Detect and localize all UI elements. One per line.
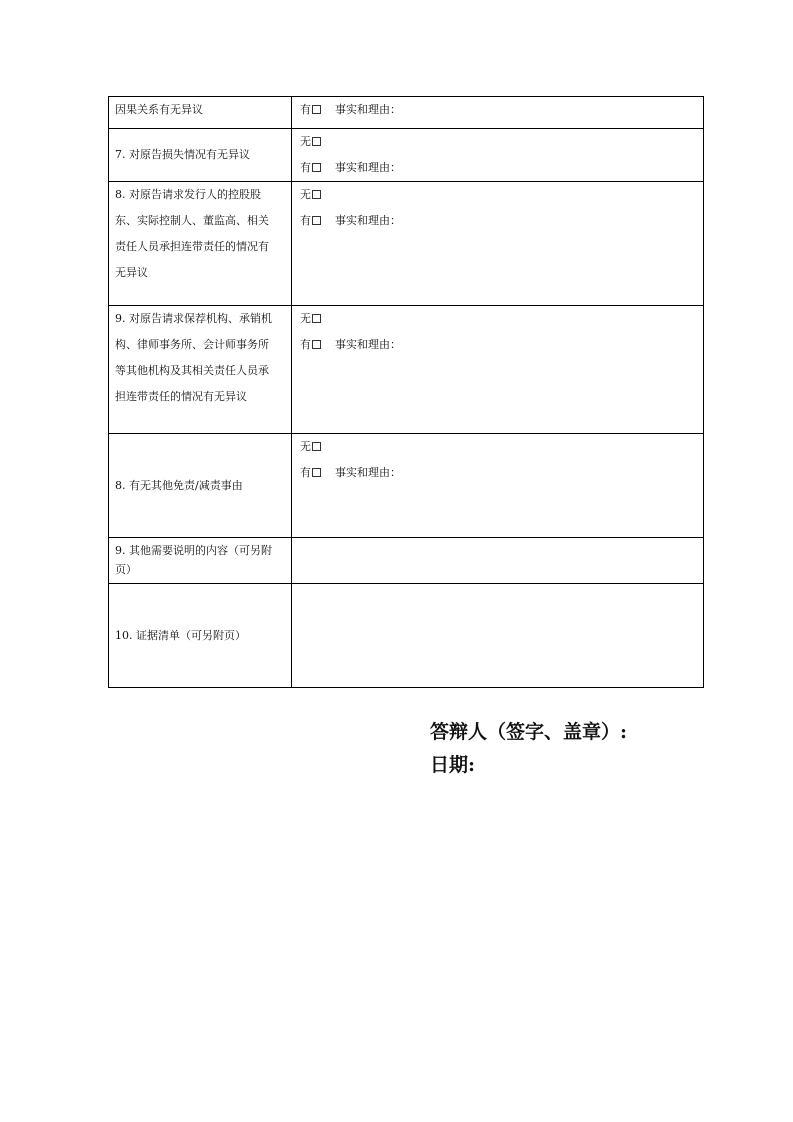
option-yes-label: 有 — [300, 466, 311, 479]
option-no-label: 无 — [300, 188, 311, 201]
reason-label: 事实和理由： — [335, 466, 401, 479]
checkbox-no[interactable] — [312, 442, 321, 451]
table-row — [109, 97, 704, 129]
row-label: 7. 对原告损失情况有无异议 — [109, 129, 292, 182]
row-label: 10. 证据清单（可另附页） — [109, 584, 292, 688]
option-no-label: 无 — [300, 440, 311, 453]
checkbox-yes[interactable] — [312, 163, 321, 172]
table-row — [109, 306, 704, 434]
table-row — [109, 129, 704, 182]
signature-block — [430, 716, 627, 782]
table-row — [109, 584, 704, 688]
answer-cell[interactable] — [292, 434, 704, 538]
respondent-signature-label: 答辩人（签字、盖章）: — [430, 721, 628, 743]
option-yes-label: 有 — [300, 338, 311, 351]
row-label: 8. 有无其他免责/减责事由 — [109, 434, 292, 538]
evidence-list-cell[interactable] — [292, 584, 704, 688]
checkbox-no[interactable] — [312, 190, 321, 199]
date-label: 日期: — [430, 754, 476, 776]
table-row — [109, 538, 704, 584]
checkbox-no[interactable] — [312, 137, 321, 146]
reason-label: 事实和理由： — [335, 103, 401, 116]
row-label: 9. 其他需要说明的内容（可另附 页） — [109, 538, 292, 584]
option-yes-label: 有 — [300, 161, 311, 174]
option-no-label: 无 — [300, 135, 311, 148]
defense-form-table — [108, 96, 704, 688]
other-notes-cell[interactable] — [292, 538, 704, 584]
answer-cell[interactable] — [292, 129, 704, 182]
checkbox-yes[interactable] — [312, 216, 321, 225]
reason-label: 事实和理由： — [335, 214, 401, 227]
answer-cell[interactable] — [292, 306, 704, 434]
checkbox-yes[interactable] — [312, 468, 321, 477]
checkbox-yes[interactable] — [312, 105, 321, 114]
table-row — [109, 182, 704, 306]
answer-cell[interactable] — [292, 97, 704, 129]
checkbox-yes[interactable] — [312, 340, 321, 349]
option-yes-label: 有 — [300, 214, 311, 227]
row-label: 9. 对原告请求保荐机构、承销机 构、律师事务所、会计师事务所 等其他机构及其相关责任人员承 担连带责任的情况有无异议 — [109, 306, 292, 434]
option-no-label: 无 — [300, 312, 311, 325]
reason-label: 事实和理由： — [335, 161, 401, 174]
checkbox-no[interactable] — [312, 314, 321, 323]
answer-cell[interactable] — [292, 182, 704, 306]
option-yes-label: 有 — [300, 103, 311, 116]
row-label: 8. 对原告请求发行人的控股股 东、实际控制人、董监高、相关 责任人员承担连带责任的情况有 无异议 — [109, 182, 292, 306]
row-label: 因果关系有无异议 — [109, 97, 292, 129]
table-row — [109, 434, 704, 538]
reason-label: 事实和理由： — [335, 338, 401, 351]
